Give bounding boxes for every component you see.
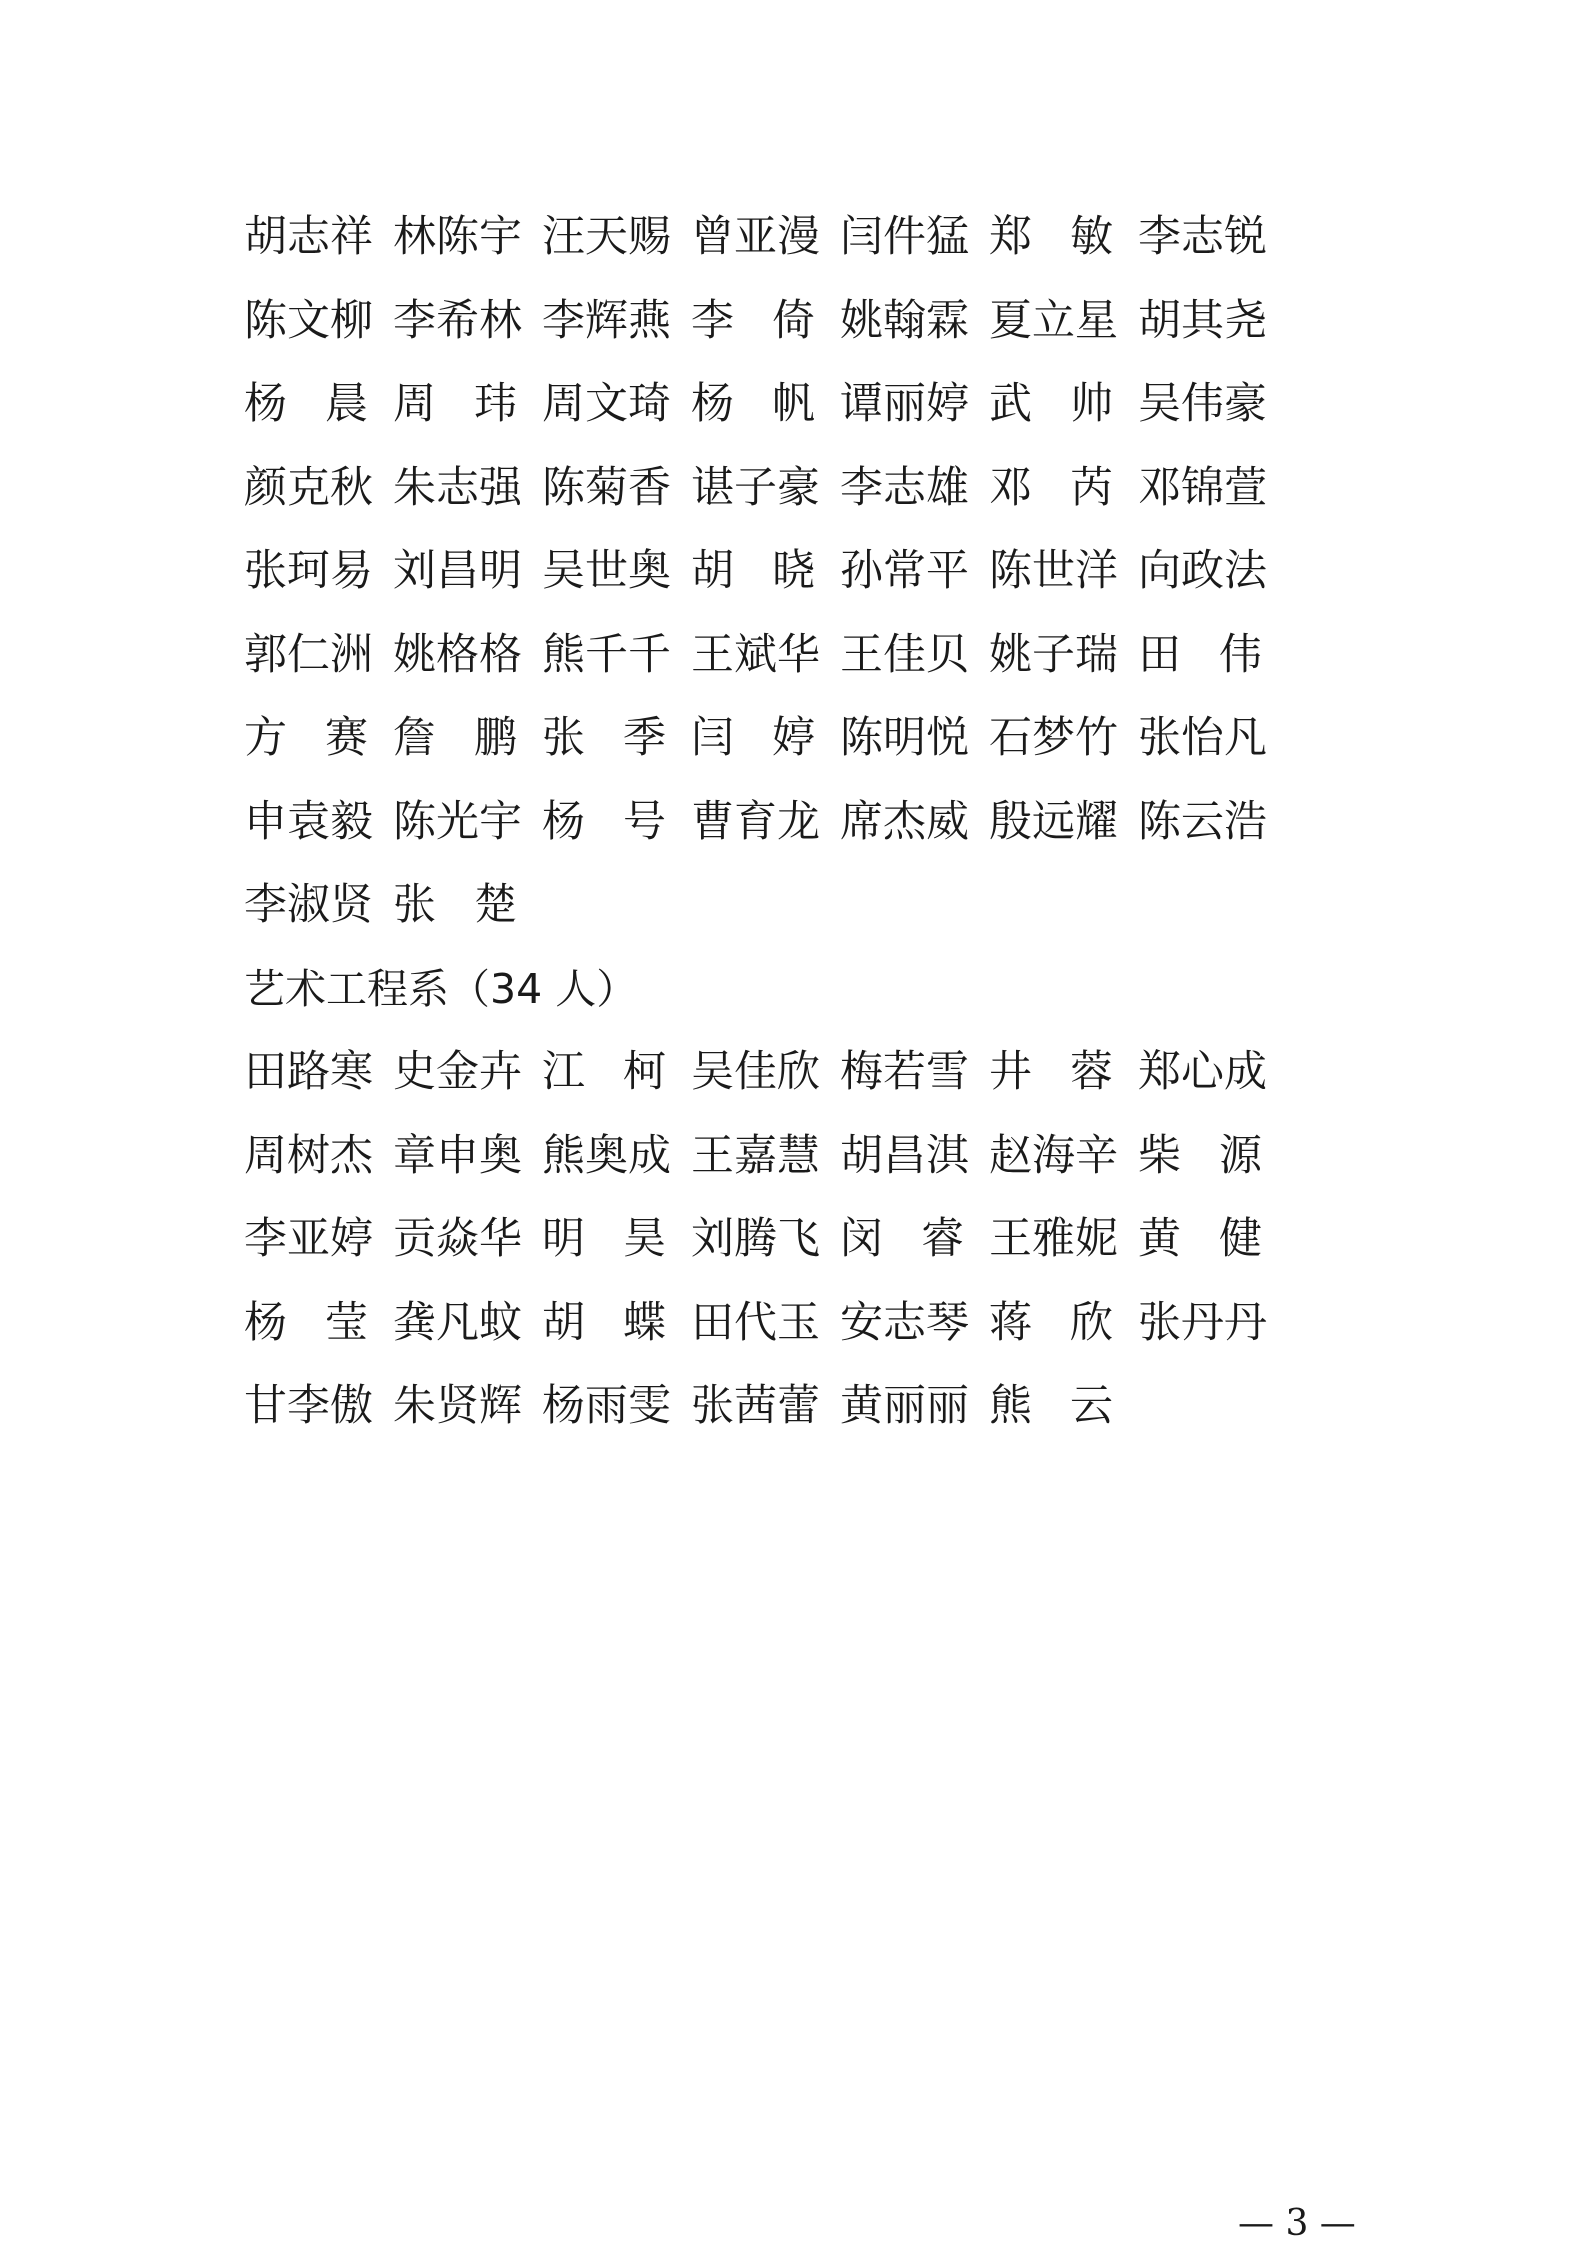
name-entry: 谭 丽 婷 (840, 379, 969, 429)
name-entry: 陈 明 悦 (840, 713, 969, 763)
name-entry: 黄 健 (1138, 1214, 1262, 1264)
name-entry: 武 帅 (989, 379, 1113, 429)
name-entry: 刘 昌 明 (393, 546, 522, 596)
name-entry: 王 雅 妮 (989, 1214, 1118, 1264)
name-entry: 李 倚 (691, 295, 815, 346)
name-list-section-1 (244, 196, 1284, 948)
name-entry: 李 志 雄 (840, 462, 969, 513)
name-entry: 王 斌 华 (691, 629, 820, 680)
name-entry: 邓 芮 (989, 462, 1113, 513)
name-entry: 吴 佳 欣 (691, 1047, 820, 1097)
name-entry: 曾 亚 漫 (691, 212, 820, 262)
name-entry: 向 政 法 (1138, 546, 1267, 596)
name-entry: 闵 睿 (840, 1214, 964, 1264)
name-entry: 吴 伟 豪 (1138, 379, 1267, 429)
name-entry: 汪 天 赐 (542, 212, 671, 262)
name-entry: 熊 奥 成 (542, 1130, 671, 1181)
name-entry: 谌 子 豪 (691, 462, 820, 513)
name-entry: 杨 号 (542, 796, 666, 847)
name-entry: 王 佳 贝 (840, 629, 969, 680)
name-entry: 张 季 (542, 713, 666, 763)
name-entry: 胡 志 祥 (244, 212, 373, 262)
name-entry: 颜 克 秋 (244, 462, 373, 513)
name-entry: 梅 若 雪 (840, 1047, 969, 1097)
section-heading-art-engineering: 艺术工程系（34 人） (244, 964, 638, 1013)
name-entry: 王 嘉 慧 (691, 1130, 820, 1181)
name-entry: 李 亚 婷 (244, 1214, 373, 1264)
name-entry: 胡 其 尧 (1138, 295, 1267, 346)
name-entry: 席 杰 威 (840, 796, 969, 847)
name-entry: 杨 雨 雯 (542, 1381, 671, 1431)
name-entry: 闫 婷 (691, 713, 815, 763)
name-entry: 夏 立 星 (989, 295, 1118, 346)
name-entry: 周 玮 (393, 379, 517, 429)
name-entry: 郑 心 成 (1138, 1047, 1267, 1097)
name-entry: 明 昊 (542, 1214, 666, 1264)
name-entry: 张 珂 易 (244, 546, 373, 596)
name-entry: 杨 晨 (244, 379, 368, 429)
name-entry: 闫 件 猛 (840, 212, 969, 262)
name-entry: 安 志 琴 (840, 1297, 969, 1348)
name-entry: 曹 育 龙 (691, 796, 820, 847)
name-entry: 姚 格 格 (393, 629, 522, 680)
name-entry: 方 赛 (244, 713, 368, 763)
name-entry: 贡 焱 华 (393, 1214, 522, 1264)
name-entry: 吴 世 奥 (542, 546, 671, 596)
name-entry: 李 辉 燕 (542, 295, 671, 346)
name-entry: 申 袁 毅 (244, 796, 373, 847)
name-entry: 胡 蝶 (542, 1297, 666, 1348)
name-entry: 陈 世 洋 (989, 546, 1118, 596)
name-entry: 朱 贤 辉 (393, 1381, 522, 1431)
name-entry: 林 陈 宇 (393, 212, 522, 262)
name-entry: 蒋 欣 (989, 1297, 1113, 1348)
name-entry: 李 希 林 (393, 295, 522, 346)
name-entry: 詹 鹏 (393, 713, 517, 763)
name-entry: 李 淑 贤 (244, 880, 373, 930)
name-entry: 章 申 奥 (393, 1130, 522, 1181)
name-entry: 周 树 杰 (244, 1130, 373, 1181)
name-entry: 张 怡 凡 (1138, 713, 1267, 763)
name-entry: 朱 志 强 (393, 462, 522, 513)
name-entry: 甘 李 傲 (244, 1381, 373, 1431)
name-entry: 龚 凡 蚊 (393, 1297, 522, 1348)
name-entry: 陈 云 浩 (1138, 796, 1267, 847)
name-entry: 杨 帆 (691, 379, 815, 429)
name-entry: 殷 远 耀 (989, 796, 1118, 847)
name-entry: 孙 常 平 (840, 546, 969, 596)
name-entry: 陈 文 柳 (244, 295, 373, 346)
name-entry: 熊 千 千 (542, 629, 671, 680)
name-entry: 姚 子 瑞 (989, 629, 1118, 680)
page-number: — 3 — (1238, 2203, 1356, 2244)
name-entry: 江 柯 (542, 1047, 666, 1097)
name-entry: 姚 翰 霖 (840, 295, 969, 346)
name-entry: 郑 敏 (989, 212, 1113, 262)
name-entry: 胡 晓 (691, 546, 815, 596)
name-entry: 田 伟 (1138, 629, 1262, 680)
name-entry: 刘 腾 飞 (691, 1214, 820, 1264)
name-entry: 陈 光 宇 (393, 796, 522, 847)
name-entry: 周 文 琦 (542, 379, 671, 429)
name-entry: 张 茜 蕾 (691, 1381, 820, 1431)
name-entry: 赵 海 辛 (989, 1130, 1118, 1181)
name-entry: 李 志 锐 (1138, 212, 1267, 262)
name-entry: 田 代 玉 (691, 1297, 820, 1348)
name-entry: 黄 丽 丽 (840, 1381, 969, 1431)
name-list-section-2 (244, 1031, 1284, 1449)
name-entry: 柴 源 (1138, 1130, 1262, 1181)
name-entry: 杨 莹 (244, 1297, 368, 1348)
document-body (244, 196, 1284, 1449)
name-entry: 陈 菊 香 (542, 462, 671, 513)
name-entry: 田 路 寒 (244, 1047, 373, 1097)
name-entry: 熊 云 (989, 1381, 1113, 1431)
name-entry: 张 丹 丹 (1138, 1297, 1267, 1348)
name-entry: 胡 昌 淇 (840, 1130, 969, 1181)
name-entry: 石 梦 竹 (989, 713, 1118, 763)
name-entry: 邓 锦 萱 (1138, 462, 1267, 513)
name-entry: 张 楚 (393, 880, 517, 930)
name-entry: 井 蓉 (989, 1047, 1113, 1097)
name-entry: 郭 仁 洲 (244, 629, 373, 680)
name-entry: 史 金 卉 (393, 1047, 522, 1097)
